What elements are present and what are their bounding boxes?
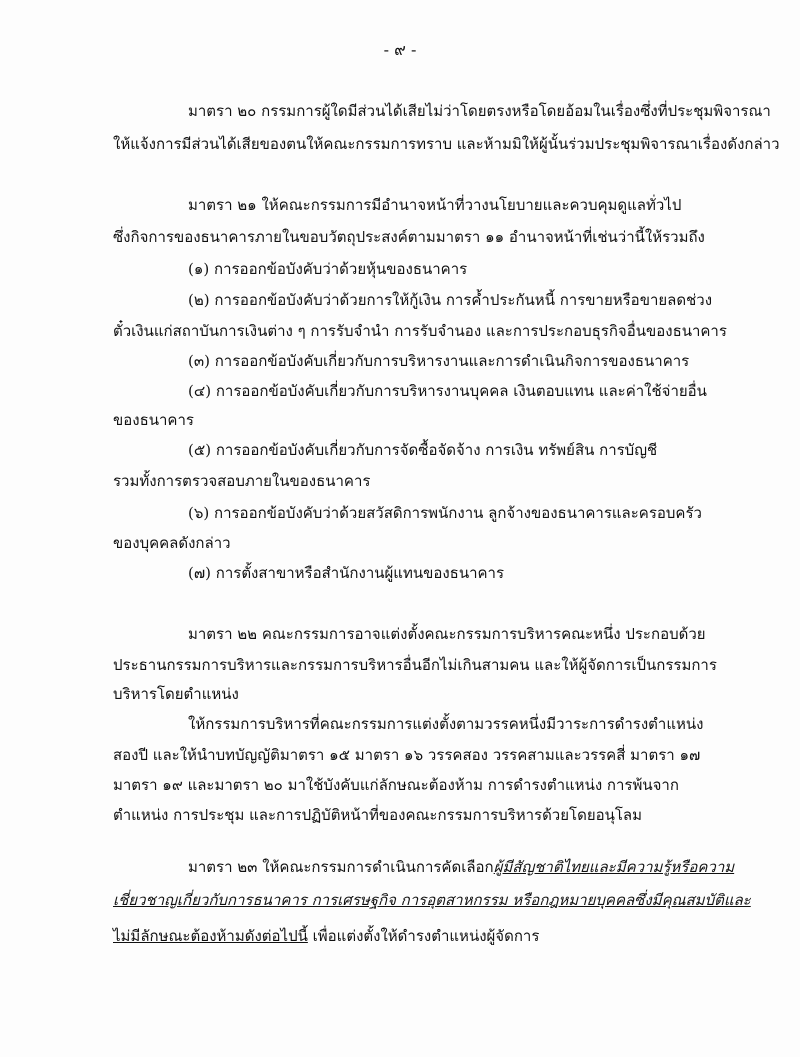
section-21-item-5b: รวมทั้งการตรวจสอบภายในของธนาคาร xyxy=(113,472,371,490)
section-23-line-3 xyxy=(113,926,539,946)
section-21-item-2a: (๒) การออกข้อบังคับว่าด้วยการให้กู้เงิน การค้ำประกันหนี้ การขายหรือขายลดช่วง xyxy=(188,291,713,309)
section-23-line-3-amended: ไม่มีลักษณะต้องห้ามดังต่อไปนี้ xyxy=(113,927,308,945)
section-21-item-3: (๓) การออกข้อบังคับเกี่ยวกับการบริหารงานและการดำเนินกิจการของธนาคาร xyxy=(188,352,690,370)
section-21-item-5a: (๕) การออกข้อบังคับเกี่ยวกับการจัดซื้อจัดจ้าง การเงิน ทรัพย์สิน การบัญชี xyxy=(188,441,658,459)
section-23-line-1-amended: ผู้มีสัญชาติไทยและมีความรู้หรือความ xyxy=(493,858,735,876)
section-22-line-3: บริหารโดยตำแหน่ง xyxy=(113,685,239,703)
section-22-line-5: สองปี และให้นำบทบัญญัติมาตรา ๑๕ มาตรา ๑๖ วรรคสอง วรรคสามและวรรคสี่ มาตรา ๑๗ xyxy=(113,746,701,764)
section-22-line-4: ให้กรรมการบริหารที่คณะกรรมการแต่งตั้งตามวรรคหนึ่งมีวาระการดำรงตำแหน่ง xyxy=(188,715,704,733)
page-number: - ๙ - xyxy=(383,40,417,59)
section-23-line-3-text: เพื่อแต่งตั้งให้ดำรงตำแหน่งผู้จัดการ xyxy=(307,927,540,945)
section-22-line-2: ประธานกรรมการบริหารและกรรมการบริหารอื่นอีกไม่เกินสามคน และให้ผู้จัดการเป็นกรรมการ xyxy=(113,656,717,674)
section-20-line-2: ให้แจ้งการมีส่วนได้เสียของตนให้คณะกรรมการทราบ และห้ามมิให้ผู้นั้นร่วมประชุมพิจารณาเรื่องดังกล่าว xyxy=(113,135,780,153)
section-21-item-4a: (๔) การออกข้อบังคับเกี่ยวกับการบริหารงานบุคคล เงินตอบแทน และค่าใช้จ่ายอื่น xyxy=(188,382,707,400)
section-22-line-6: มาตรา ๑๙ และมาตรา ๒๐ มาใช้บังคับแก่ลักษณะต้องห้าม การดำรงตำแหน่ง การพ้นจาก xyxy=(113,776,679,794)
section-22-line-1: มาตรา ๒๒ คณะกรรมการอาจแต่งตั้งคณะกรรมการบริหารคณะหนึ่ง ประกอบด้วย xyxy=(188,625,706,643)
section-21-item-7: (๗) การตั้งสาขาหรือสำนักงานผู้แทนของธนาคาร xyxy=(188,564,505,582)
section-22-line-7: ตำแหน่ง การประชุม และการปฏิบัติหน้าที่ของคณะกรรมการบริหารด้วยโดยอนุโลม xyxy=(113,806,643,824)
section-20-line-1: มาตรา ๒๐ กรรมการผู้ใดมีส่วนได้เสียไม่ว่าโดยตรงหรือโดยอ้อมในเรื่องซึ่งที่ประชุมพิจารณา xyxy=(188,102,771,120)
section-21-item-6b: ของบุคคลดังกล่าว xyxy=(113,534,231,552)
section-23-line-1-text: มาตรา ๒๓ ให้คณะกรรมการดำเนินการคัดเลือก xyxy=(188,858,494,876)
section-21-item-1: (๑) การออกข้อบังคับว่าด้วยหุ้นของธนาคาร xyxy=(188,260,468,278)
section-21-item-4b: ของธนาคาร xyxy=(113,411,194,429)
section-21-item-2b: ตั๋วเงินแก่สถาบันการเงินต่าง ๆ การรับจำนำ การรับจำนอง และการประกอบธุรกิจอื่นของธนาคาร xyxy=(113,322,727,340)
section-21-item-6a: (๖) การออกข้อบังคับว่าด้วยสวัสดิการพนักงาน ลูกจ้างของธนาคารและครอบครัว xyxy=(188,504,702,522)
section-21-line-2: ซึ่งกิจการของธนาคารภายในขอบวัตถุประสงค์ตามมาตรา ๑๑ อำนาจหน้าที่เช่นว่านี้ให้รวมถึง xyxy=(113,228,705,246)
section-23-line-2-amended: เชี่ยวชาญเกี่ยวกับการธนาคาร การเศรษฐกิจ การอุตสาหกรรม หรือกฎหมายบุคคลซึ่งมีคุณสมบัติและ xyxy=(113,891,751,909)
section-23-line-1 xyxy=(188,857,734,877)
section-21-line-1: มาตรา ๒๑ ให้คณะกรรมการมีอำนาจหน้าที่วางนโยบายและควบคุมดูแลทั่วไป xyxy=(188,196,682,214)
